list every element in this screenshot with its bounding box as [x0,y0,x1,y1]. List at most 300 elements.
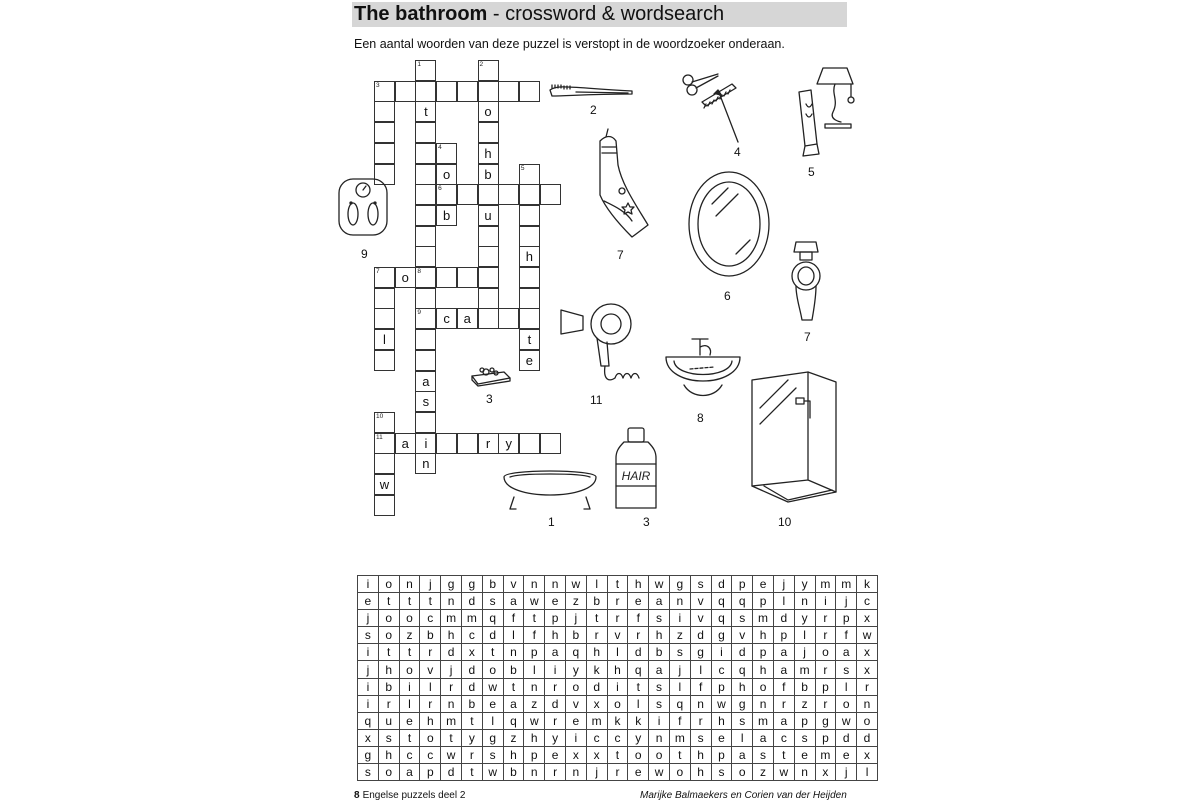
wordsearch-cell: h [545,627,566,644]
wordsearch-cell: g [815,712,836,729]
crossword-cell [415,205,436,226]
wordsearch-cell: p [836,610,857,627]
wordsearch-cell: d [690,627,711,644]
given-letter: r [485,435,491,451]
wordsearch-cell: e [482,695,503,712]
wordsearch-cell: v [690,610,711,627]
wordsearch-cell: x [857,610,878,627]
wordsearch-cell: x [358,729,379,746]
crossword-cell [478,267,499,288]
wordsearch-cell: a [773,661,794,678]
wordsearch-row [358,644,878,661]
wordsearch-cell: h [732,678,753,695]
wordsearch-cell: l [586,576,607,593]
wordsearch-cell: f [773,678,794,695]
wordsearch-cell: k [857,576,878,593]
title-rest: - crossword & wordsearch [487,3,725,25]
wordsearch-cell: o [628,746,649,763]
crossword-cell [457,433,478,454]
wordsearch-cell: r [586,627,607,644]
wordsearch-cell: b [503,661,524,678]
crossword-cell [478,246,499,267]
scissors-comb-picture [680,70,755,150]
wordsearch-cell: p [815,678,836,695]
picture-label: 11 [590,393,603,407]
clue-number: 8 [417,268,422,275]
wordsearch-cell: n [669,593,690,610]
wordsearch-cell: s [669,644,690,661]
crossword-cell [478,184,499,205]
crossword-cell [436,267,457,288]
clue-number: 5 [520,164,525,172]
shower-picture [748,368,840,508]
wordsearch-cell: y [794,576,815,593]
wordsearch-cell: t [399,644,420,661]
wordsearch-cell: s [358,627,379,644]
wordsearch-cell: f [669,712,690,729]
wordsearch-cell: z [399,627,420,644]
clue-number: 11 [376,433,383,441]
wordsearch-cell: n [565,764,586,781]
picture-label: 8 [697,411,704,425]
wordsearch-cell: t [399,729,420,746]
crossword-cell [436,81,457,102]
wordsearch-cell: m [753,610,774,627]
wordsearch-cell: h [711,712,732,729]
crossword-cell [395,81,416,102]
wordsearch-cell: n [794,764,815,781]
crossword-cell [478,308,499,329]
wordsearch-cell: j [420,576,441,593]
wordsearch-cell: n [524,764,545,781]
toothpaste-lamp-picture [795,64,870,160]
crossword-cell [415,143,436,164]
wordsearch-cell: a [732,746,753,763]
soap-picture [468,362,514,388]
wordsearch-cell: r [441,678,462,695]
wordsearch-cell: p [753,593,774,610]
picture-label: 3 [486,392,493,406]
wordsearch-cell: d [441,644,462,661]
wordsearch-cell: w [482,678,503,695]
wordsearch-cell: s [690,576,711,593]
crossword-cell [374,329,395,350]
wordsearch-cell: j [773,576,794,593]
wordsearch-cell: m [669,729,690,746]
wordsearch-row [358,695,878,712]
wordsearch-cell: d [711,576,732,593]
wordsearch-cell: r [773,695,794,712]
wordsearch-cell: t [482,644,503,661]
wordsearch-row [358,729,878,746]
wordsearch-cell: q [732,593,753,610]
crossword-cell [519,164,540,185]
wordsearch-cell: j [669,661,690,678]
wordsearch-cell: m [753,712,774,729]
wordsearch-cell: i [358,695,379,712]
wordsearch-cell: x [857,644,878,661]
wordsearch-cell: d [482,627,503,644]
crossword-cell [415,101,436,122]
wordsearch-cell: e [565,712,586,729]
picture-label: 10 [778,515,792,529]
wordsearch-cell: a [649,661,670,678]
wordsearch-cell: q [358,712,379,729]
wordsearch-cell: h [690,764,711,781]
wordsearch-cell: i [815,593,836,610]
crossword-cell [374,122,395,143]
crossword-cell [478,81,499,102]
wordsearch-cell: s [378,729,399,746]
clue-number: 9 [417,309,422,317]
wordsearch-cell: w [524,593,545,610]
wordsearch-cell: t [420,593,441,610]
wordsearch-cell: c [857,593,878,610]
wordsearch-cell: z [753,764,774,781]
wordsearch-cell: j [586,764,607,781]
wordsearch-cell: e [628,764,649,781]
wordsearch-cell: c [711,661,732,678]
wordsearch-cell: s [732,610,753,627]
wordsearch-cell: g [358,746,379,763]
crossword-cell [374,308,395,329]
given-letter: h [525,249,533,265]
wordsearch-cell: h [586,644,607,661]
wordsearch-cell: l [482,712,503,729]
page-title [352,2,847,27]
picture-label: 3 [643,515,650,529]
wordsearch-cell: o [399,661,420,678]
crossword-cell [374,143,395,164]
crossword-cell [374,412,395,433]
wordsearch-cell: r [545,764,566,781]
given-letter: t [527,332,532,348]
clue-number: 10 [376,412,384,420]
wordsearch-cell: o [420,729,441,746]
wordsearch-cell: j [836,593,857,610]
wordsearch-cell: l [628,695,649,712]
wordsearch-cell: d [461,661,482,678]
wordsearch-cell: m [815,746,836,763]
wordsearch-cell: w [482,764,503,781]
wordsearch-cell: r [607,764,628,781]
wordsearch-cell: b [503,764,524,781]
wordsearch-cell: i [545,661,566,678]
wordsearch-row [358,593,878,610]
wordsearch-cell: c [607,729,628,746]
picture-label: 2 [590,103,597,117]
crossword-cell [374,495,395,516]
wordsearch-cell: t [503,678,524,695]
wordsearch-cell: b [565,627,586,644]
wordsearch-cell: v [420,661,441,678]
shampoo-picture [614,426,658,514]
wordsearch-cell: r [607,610,628,627]
footer-left [354,790,465,801]
crossword-cell [415,60,436,81]
wordsearch-cell: p [524,644,545,661]
wordsearch-cell: l [607,644,628,661]
crossword-cell [415,288,436,309]
wordsearch-cell: m [815,576,836,593]
wordsearch-cell: l [773,593,794,610]
wordsearch-cell: t [607,746,628,763]
crossword-cell [415,308,436,329]
wordsearch-cell: n [690,695,711,712]
wordsearch-cell: h [524,729,545,746]
wordsearch-cell: a [836,644,857,661]
wordsearch-cell: s [732,712,753,729]
wordsearch-cell: o [649,746,670,763]
wordsearch-cell: n [441,695,462,712]
wordsearch-cell: y [461,729,482,746]
wordsearch-cell: y [545,729,566,746]
crossword-cell [498,184,519,205]
wordsearch-cell: n [794,593,815,610]
wordsearch-cell: w [649,764,670,781]
wordsearch-row [358,576,878,593]
crossword-cell [415,329,436,350]
wordsearch-cell: i [358,576,379,593]
wordsearch-cell: r [815,695,836,712]
crossword-cell [436,205,457,226]
wordsearch-cell: e [358,593,379,610]
wordsearch-cell: o [607,695,628,712]
wordsearch-cell: r [461,746,482,763]
crossword-cell [457,267,478,288]
wordsearch-cell: r [857,678,878,695]
sink-picture [662,335,744,405]
shampoo-label-text: HAIR [621,469,651,483]
crossword-cell [436,308,457,329]
wordsearch-cell: d [857,729,878,746]
wordsearch-cell: s [649,695,670,712]
scales-picture [336,176,390,238]
crossword-cell [478,122,499,143]
wordsearch-cell: h [378,661,399,678]
crossword-cell [374,288,395,309]
picture-label: 5 [808,165,815,179]
wordsearch-cell: s [690,729,711,746]
wordsearch-cell: j [358,661,379,678]
wordsearch-cell: s [794,729,815,746]
wordsearch-cell: s [711,764,732,781]
wordsearch-cell: i [711,644,732,661]
wordsearch-cell: x [857,746,878,763]
wordsearch-cell: x [586,695,607,712]
given-letter: s [422,394,430,410]
wordsearch-cell: y [565,661,586,678]
given-letter: u [484,207,492,223]
given-letter: o [401,270,409,285]
crossword-cell [478,143,499,164]
wordsearch-cell: j [794,644,815,661]
wordsearch-cell: p [420,764,441,781]
given-letter: b [484,166,492,182]
wordsearch-cell: p [753,644,774,661]
wordsearch-cell: y [794,610,815,627]
wordsearch-cell: r [815,627,836,644]
wordsearch-grid [357,575,878,781]
wordsearch-cell: n [524,576,545,593]
wordsearch-cell: r [420,644,441,661]
given-letter: a [401,435,409,451]
wordsearch-cell: q [732,661,753,678]
wordsearch-cell: t [773,746,794,763]
crossword-cell [374,267,395,288]
crossword-cell [498,81,519,102]
wordsearch-cell: z [524,695,545,712]
crossword-cell [415,226,436,247]
wordsearch-cell: d [773,610,794,627]
series-title: Engelse puzzels deel 2 [362,790,466,801]
wordsearch-cell: h [753,627,774,644]
mirror-picture [684,168,774,280]
wordsearch-cell: g [482,729,503,746]
wordsearch-cell: m [794,661,815,678]
wordsearch-row [358,678,878,695]
wordsearch-cell: d [628,644,649,661]
wordsearch-cell: i [358,644,379,661]
wordsearch-cell: i [399,678,420,695]
wordsearch-cell: n [649,729,670,746]
wordsearch-row [358,746,878,763]
wordsearch-cell: m [836,576,857,593]
picture-label: 1 [548,515,555,529]
wordsearch-cell: h [628,576,649,593]
wordsearch-cell: f [690,678,711,695]
crossword-cell [415,81,436,102]
wordsearch-cell: d [461,678,482,695]
wordsearch-cell: c [461,627,482,644]
wordsearch-cell: p [711,746,732,763]
wordsearch-cell: h [378,746,399,763]
wordsearch-cell: d [836,729,857,746]
wordsearch-cell: o [378,764,399,781]
wordsearch-cell: p [711,678,732,695]
crossword-cell [519,246,540,267]
wordsearch-cell: o [857,712,878,729]
wordsearch-cell: m [441,610,462,627]
wordsearch-cell: r [690,712,711,729]
given-letter: w [379,477,390,492]
wordsearch-row [358,610,878,627]
wordsearch-cell: a [545,644,566,661]
crossword-cell [436,164,457,185]
wordsearch-cell: b [482,576,503,593]
wordsearch-cell: a [399,764,420,781]
wordsearch-cell: h [441,627,462,644]
wordsearch-cell: a [753,729,774,746]
crossword-cell [519,267,540,288]
wordsearch-cell: s [482,746,503,763]
picture-label: 9 [361,247,368,261]
wordsearch-cell: t [378,593,399,610]
wordsearch-cell: v [607,627,628,644]
wordsearch-cell: l [794,627,815,644]
wordsearch-cell: w [836,712,857,729]
wordsearch-cell: l [857,764,878,781]
wordsearch-cell: a [649,593,670,610]
crossword-cell [457,308,478,329]
wordsearch-cell: j [441,661,462,678]
wordsearch-cell: q [482,610,503,627]
wordsearch-cell: e [399,712,420,729]
wordsearch-cell: l [420,678,441,695]
wordsearch-cell: x [461,644,482,661]
wordsearch-cell: g [461,576,482,593]
wordsearch-cell: c [399,746,420,763]
wordsearch-cell: x [815,764,836,781]
wordsearch-cell: r [420,695,441,712]
crossword-cell [374,453,395,474]
wordsearch-cell: t [441,729,462,746]
wordsearch-cell: i [358,678,379,695]
wordsearch-cell: t [378,644,399,661]
wordsearch-cell: z [794,695,815,712]
wordsearch-cell: p [815,729,836,746]
crossword-cell [374,81,395,102]
wordsearch-cell: r [378,695,399,712]
wordsearch-cell: p [773,627,794,644]
wordsearch-cell: l [524,661,545,678]
wordsearch-cell: h [753,661,774,678]
wordsearch-cell: o [565,678,586,695]
crossword-cell [415,412,436,433]
wordsearch-cell: t [628,678,649,695]
wordsearch-cell: w [711,695,732,712]
wordsearch-cell: w [773,764,794,781]
wordsearch-cell: g [732,695,753,712]
towel-picture [592,125,654,245]
crossword-cell [415,453,436,474]
crossword-cell [415,391,436,412]
wordsearch-cell: r [815,661,836,678]
wordsearch-cell: h [503,746,524,763]
wordsearch-cell: m [586,712,607,729]
given-letter: h [484,145,492,161]
crossword-cell [457,184,478,205]
wordsearch-row [358,764,878,781]
wordsearch-cell: b [794,678,815,695]
wordsearch-cell: o [815,644,836,661]
crossword-cell [519,81,540,102]
wordsearch-cell: v [690,593,711,610]
wordsearch-cell: l [690,661,711,678]
wordsearch-cell: n [857,695,878,712]
wordsearch-cell: n [524,678,545,695]
wordsearch-row [358,661,878,678]
wordsearch-cell: r [628,627,649,644]
wordsearch-cell: o [378,576,399,593]
wordsearch-cell: e [545,746,566,763]
crossword-cell [374,433,395,454]
crossword-cell [519,350,540,371]
wordsearch-cell: x [565,746,586,763]
wordsearch-cell: d [586,678,607,695]
wordsearch-cell: t [586,610,607,627]
wordsearch-cell: d [545,695,566,712]
crossword-cell [498,433,519,454]
instruction-text: Een aantal woorden van deze puzzel is verstopt in de woordzoeker onderaan. [354,37,785,51]
wordsearch-cell: n [753,695,774,712]
crossword-cell [436,184,457,205]
wordsearch-cell: p [794,712,815,729]
wordsearch-cell: l [732,729,753,746]
wordsearch-cell: w [524,712,545,729]
crossword-cell [395,267,416,288]
wordsearch-cell: p [524,746,545,763]
